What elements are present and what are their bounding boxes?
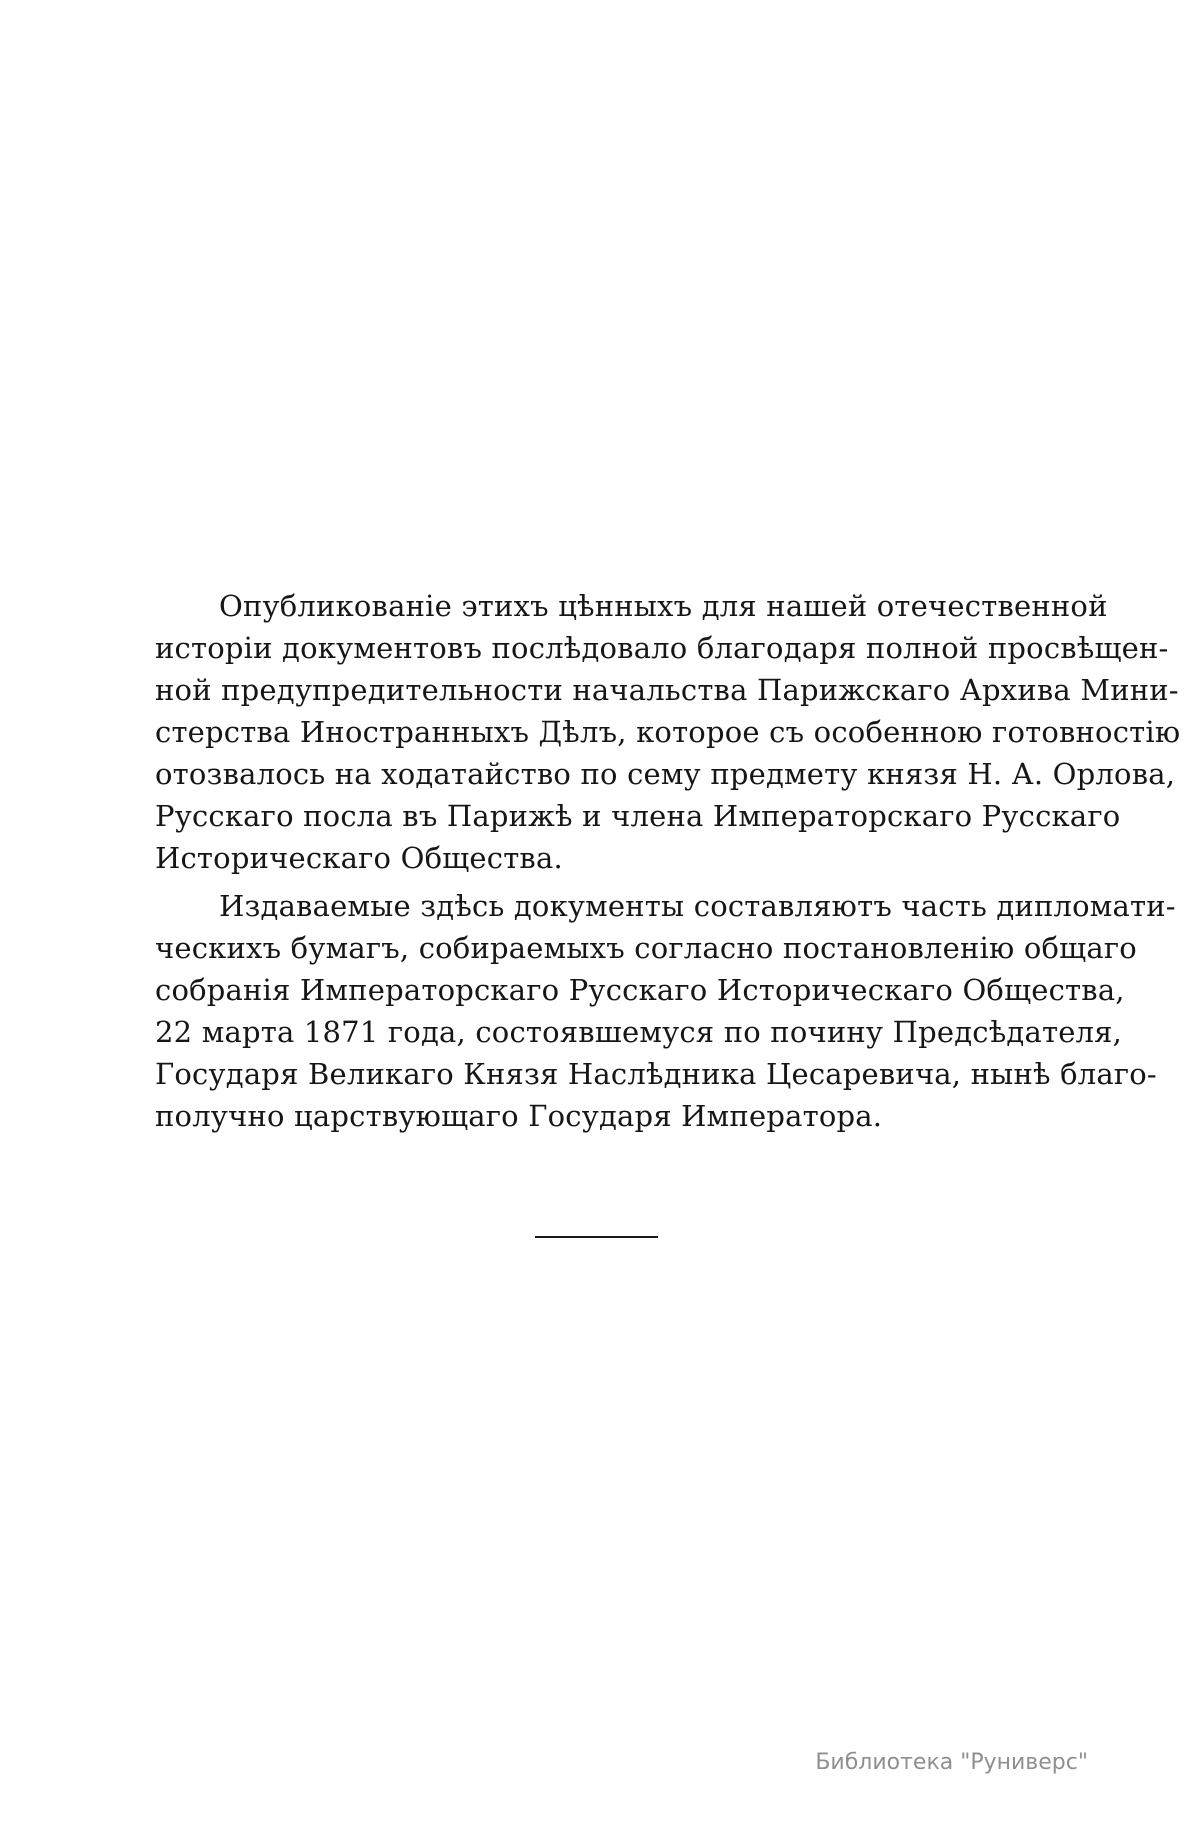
- body-text: [155, 585, 1181, 1137]
- text-line: Издаваемые здѣсь документы составляютъ часть дипломати-: [219, 889, 1176, 923]
- text-line: ной предупредительности начальства Парижскаго Архива Мини-: [155, 673, 1179, 707]
- text-line: Историческаго Общества.: [155, 841, 563, 875]
- text-line: Русскаго посла въ Парижѣ и члена Императорскаго Русскаго: [155, 799, 1121, 833]
- text-line: собранія Императорскаго Русскаго Историческаго Общества,: [155, 973, 1125, 1007]
- text-line: стерства Иностранныхъ Дѣлъ, которое съ особенною готовностію: [155, 715, 1181, 749]
- text-line: ческихъ бумагъ, собираемыхъ согласно постановленію общаго: [155, 931, 1137, 965]
- section-divider: [535, 1236, 658, 1238]
- text-line: исторіи документовъ послѣдовало благодаря полной просвѣщен-: [155, 631, 1169, 665]
- text-line: 22 марта 1871 года, состоявшемуся по почину Предсѣдателя,: [155, 1015, 1123, 1049]
- text-line: Государя Великаго Князя Наслѣдника Цесаревича, нынѣ благо-: [155, 1057, 1157, 1091]
- paragraph-1: [155, 585, 1181, 879]
- text-line: Опубликованіе этихъ цѣнныхъ для нашей отечественной: [219, 589, 1108, 623]
- text-line: отозвалось на ходатайство по сему предмету князя Н. А. Орлова,: [155, 757, 1176, 791]
- text-line: получно царствующаго Государя Императора.: [155, 1099, 883, 1133]
- paragraph-2: [155, 885, 1176, 1137]
- library-watermark: Библиотека "Руниверс": [815, 1750, 1088, 1775]
